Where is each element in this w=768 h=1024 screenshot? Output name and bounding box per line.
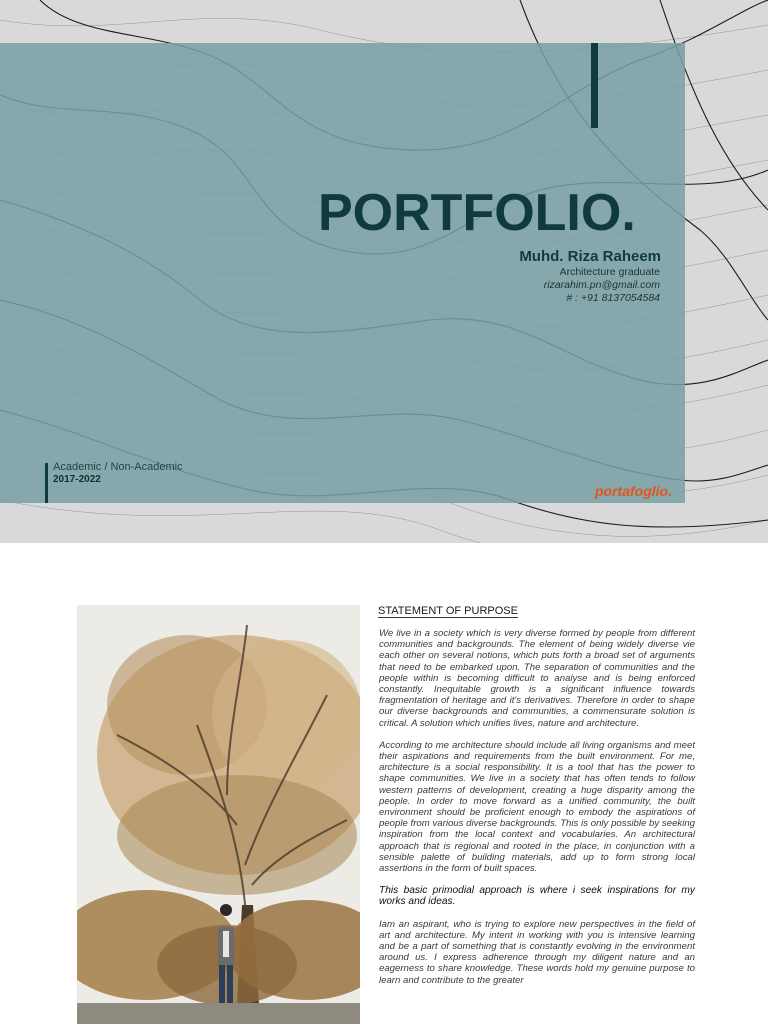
- statement-body: [379, 628, 695, 997]
- author-email: rizarahim.pn@gmail.com: [543, 279, 660, 291]
- page-title: PORTFOLIO.: [318, 184, 636, 242]
- author-name: Muhd. Riza Raheem: [519, 248, 661, 265]
- title-accent-bar: [591, 43, 598, 128]
- statement-heading: STATEMENT OF PURPOSE: [378, 605, 518, 617]
- tree-portrait-image: [77, 605, 360, 1024]
- portfolio-years: 2017-2022: [53, 474, 101, 485]
- author-role: Architecture graduate: [559, 266, 660, 278]
- portrait-photo: [77, 605, 360, 1024]
- statement-paragraph: Iam an aspirant, who is trying to explore new perspectives in the field of art and architecture. My intent in working with you is intensive learning and be a part of something that is constantly evolving in the environment around us. I express adherence through my diligent nature and an eagerness to share knowledge. These words hold my genuine purpose to learn and contribute to the greater: [379, 918, 695, 986]
- statement-paragraph: We live in a society which is very diverse formed by people from different communities and backgrounds. The element of being widely diverse vie each other on several notions, which puts forth a broad set of arguments that need to be embarked upon. The separation of communities and the people within is becoming difficult to analyse and is being enforced constantly. Inequitable growth is a significant influence towards fragmentation of heritage and it's derivatives. Therefore in order to shape our diverse backgrounds and communities, a commensurate solution is critical. A solution which unifies lives, nature and architecture.: [379, 628, 695, 729]
- brand-wordmark: portafoglio.: [595, 483, 672, 499]
- statement-paragraph: This basic primodial approach is where i seek inspirations for my works and ideas.: [379, 885, 695, 908]
- portfolio-category: Academic / Non-Academic: [53, 461, 183, 473]
- category-accent-bar: [45, 463, 48, 503]
- statement-paragraph: According to me architecture should include all living organisms and meet their aspirations and requirements from the built environment. For me, architecture is a social responsibility. It is a tool that has the power to shape communities. We live in a society that has often tends to follow western patterns of development, creating a huge disparity among the people. In order to move forward as a unified community, the built environment should be proficient enough to embody the aspirations of people from various diverse backgrounds. This is only possible by seeking inspiration from the local context and vocabularies. An architectural approach that is regional and rooted in the place, in conjunction with a sensible palette of building materials, add up to form strong local assertions in the form of built spaces.: [379, 739, 695, 875]
- author-phone: # : +91 8137054584: [566, 292, 660, 304]
